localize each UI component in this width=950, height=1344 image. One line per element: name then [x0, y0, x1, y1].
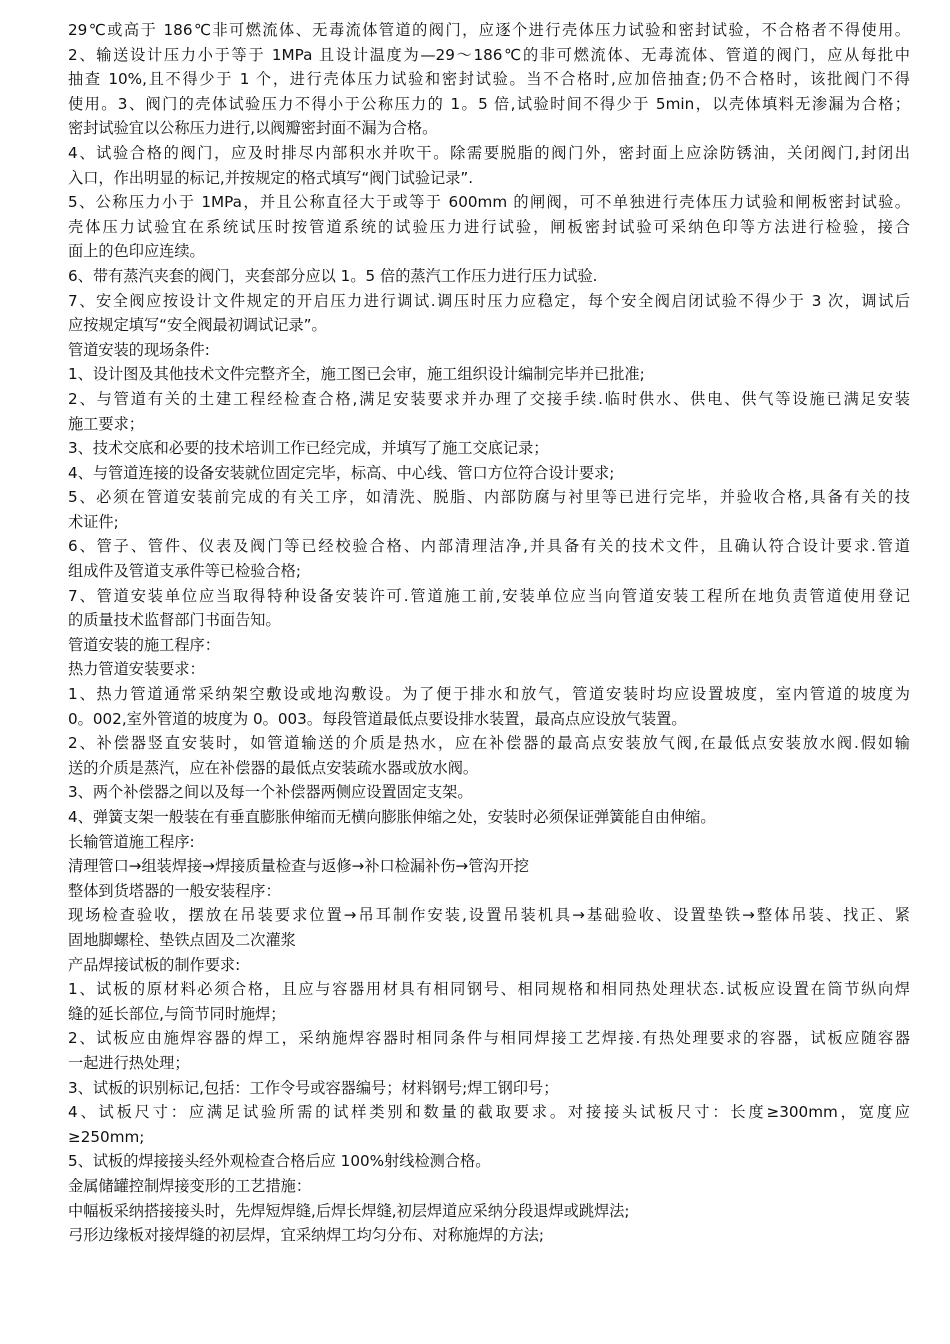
- text-line: 施工要求；: [68, 414, 144, 433]
- text-line: 7、安全阀应按设计文件规定的开启压力进行调试.调压时压力应稳定，每个安全阀启闭试验不得少于 3 次，调试后: [68, 291, 910, 310]
- text-line: 3、试板的识别标记,包括：工作令号或容器编号；材料钢号;焊工钢印号；: [68, 1078, 559, 1097]
- text-line: 术证件;: [68, 512, 119, 531]
- text-line: 一起进行热处理；: [68, 1053, 190, 1072]
- text-line: 6、带有蒸汽夹套的阀门，夹套部分应以 1。5 倍的蒸汽工作压力进行压力试验.: [68, 266, 598, 285]
- text-line: 入口，作出明显的标记,并按规定的格式填写“阀门试验记录”.: [68, 168, 474, 187]
- text-line: 清理管口→组装焊接→焊接质量检查与返修→补口检漏补伤→管沟开挖: [68, 857, 529, 876]
- text-line: 中幅板采纳搭接接头时，先焊短焊缝,后焊长焊缝,初层焊道应采纳分段退焊或跳焊法;: [68, 1201, 630, 1220]
- section-heading: 管道安装的现场条件:: [68, 340, 210, 359]
- text-line: 2、补偿器竖直安装时，如管道输送的介质是热水，应在补偿器的最高点安装放气阀,在最低点安装放水阀.假如输: [68, 734, 910, 753]
- text-line: 固地脚螺栓、垫铁点固及二次灌浆: [68, 930, 296, 949]
- text-line: 29℃或高于 186℃非可燃流体、无毒流体管道的阀门，应逐个进行壳体压力试验和密封试验，不合格者不得使用。: [68, 21, 910, 39]
- text-line: 送的介质是蒸汽，应在补偿器的最低点安装疏水器或放水阀。: [68, 758, 479, 777]
- section-heading: 热力管道安装要求：: [68, 660, 205, 679]
- text-line: 面上的色印应连续。: [68, 242, 205, 261]
- text-line: 的质量技术监督部门书面告知。: [68, 611, 281, 630]
- text-line: 壳体压力试验宜在系统试压时按管道系统的试验压力进行试验，闸板密封试验可采纳色印等方法进行检验，接合: [68, 217, 910, 236]
- text-line: 2、与管道有关的土建工程经检查合格,满足安装要求并办理了交接手续.临时供水、供电、供气等设施已满足安装: [68, 389, 910, 408]
- text-line: 密封试验宜以公称压力进行,以阀瓣密封面不漏为合格。: [68, 119, 438, 138]
- section-heading: 整体到货塔器的一般安装程序：: [68, 881, 281, 900]
- text-line: 2、试板应由施焊容器的焊工，采纳施焊容器时相同条件与相同焊接工艺焊接.有热处理要求的容器，试板应随容器: [68, 1029, 910, 1048]
- text-line: 4、弹簧支架一般装在有垂直膨胀伸缩而无横向膨胀伸缩之处，安装时必须保证弹簧能自由伸缩。: [68, 808, 716, 826]
- text-line: 7、管道安装单位应当取得特种设备安装许可.管道施工前,安装单位应当向管道安装工程所在地负责管道使用登记: [68, 586, 910, 605]
- text-line: 3、两个补偿器之间以及每一个补偿器两侧应设置固定支架。: [68, 783, 473, 802]
- text-line: 使用。3、阀门的壳体试验压力不得小于公称压力的 1。5 倍,试验时间不得少于 5min，以壳体填料无渗漏为合格；: [68, 94, 910, 113]
- text-line: 缝的延长部位,与筒节同时施焊；: [68, 1004, 286, 1023]
- text-line: 0。002,室外管道的坡度为 0。003。每段管道最低点要设排水装置，最高点应设放气装置。: [68, 709, 687, 728]
- section-heading: 金属储罐控制焊接变形的工艺措施：: [68, 1176, 311, 1195]
- document-page: [68, 18, 910, 1248]
- text-line: 应按规定填写“安全阀最初调试记录”。: [68, 316, 327, 335]
- text-line: 5、必须在管道安装前完成的有关工序，如清洗、脱脂、内部防腐与衬里等已进行完毕，并验收合格,具备有关的技: [68, 488, 910, 507]
- text-line: 1、设计图及其他技术文件完整齐全，施工图已会审，施工组织设计编制完毕并已批准;: [68, 365, 645, 384]
- text-line: 1、热力管道通常采纳架空敷设或地沟敷设。为了便于排水和放气，管道安装时均应设置坡度，室内管道的坡度为: [68, 685, 910, 704]
- text-line: 2、输送设计压力小于等于 1MPa 且设计温度为—29～186℃的非可燃流体、无毒流体、管道的阀门，应从每批中: [68, 45, 910, 64]
- text-line: 4、试板尺寸：应满足试验所需的试样类别和数量的截取要求。对接接头试板尺寸：长度≥300mm，宽度应: [68, 1103, 910, 1122]
- text-line: 5、试板的焊接接头经外观检查合格后应 100%射线检测合格。: [68, 1152, 491, 1171]
- text-line: 4、与管道连接的设备安装就位固定完毕，标高、中心线、管口方位符合设计要求;: [68, 463, 615, 482]
- text-line: 3、技术交底和必要的技术培训工作已经完成，并填写了施工交底记录；: [68, 439, 549, 458]
- text-line: 组成件及管道支承件等已检验合格;: [68, 562, 301, 581]
- text-line: 6、管子、管件、仪表及阀门等已经校验合格、内部清理洁净,并具备有关的技术文件，且确认符合设计要求.管道: [68, 537, 910, 556]
- text-line: 5、公称压力小于 1MPa，并且公称直径大于或等于 600mm 的闸阀，可不单独进行壳体压力试验和闸板密封试验。: [68, 193, 910, 212]
- section-heading: 管道安装的施工程序：: [68, 635, 220, 654]
- text-line: 4、试验合格的阀门，应及时排尽内部积水并吹干。除需要脱脂的阀门外，密封面上应涂防锈油，关闭阀门,封闭出: [68, 143, 910, 162]
- section-heading: 产品焊接试板的制作要求:: [68, 955, 241, 974]
- section-heading: 长输管道施工程序:: [68, 832, 195, 851]
- text-line: 抽查 10%,且不得少于 1 个，进行壳体压力试验和密封试验。当不合格时,应加倍抽查;仍不合格时，该批阀门不得: [68, 70, 910, 89]
- text-line: 现场检查验收，摆放在吊装要求位置→吊耳制作安装,设置吊装机具→基础验收、设置垫铁→整体吊装、找正、紧: [68, 906, 910, 925]
- text-line: 弓形边缘板对接焊缝的初层焊，宜采纳焊工均匀分布、对称施焊的方法;: [68, 1226, 544, 1245]
- text-line: ≥250mm;: [68, 1127, 145, 1146]
- text-line: 1、试板的原材料必须合格，且应与容器用材具有相同钢号、相同规格和相同热处理状态.试板应设置在筒节纵向焊: [68, 980, 910, 999]
